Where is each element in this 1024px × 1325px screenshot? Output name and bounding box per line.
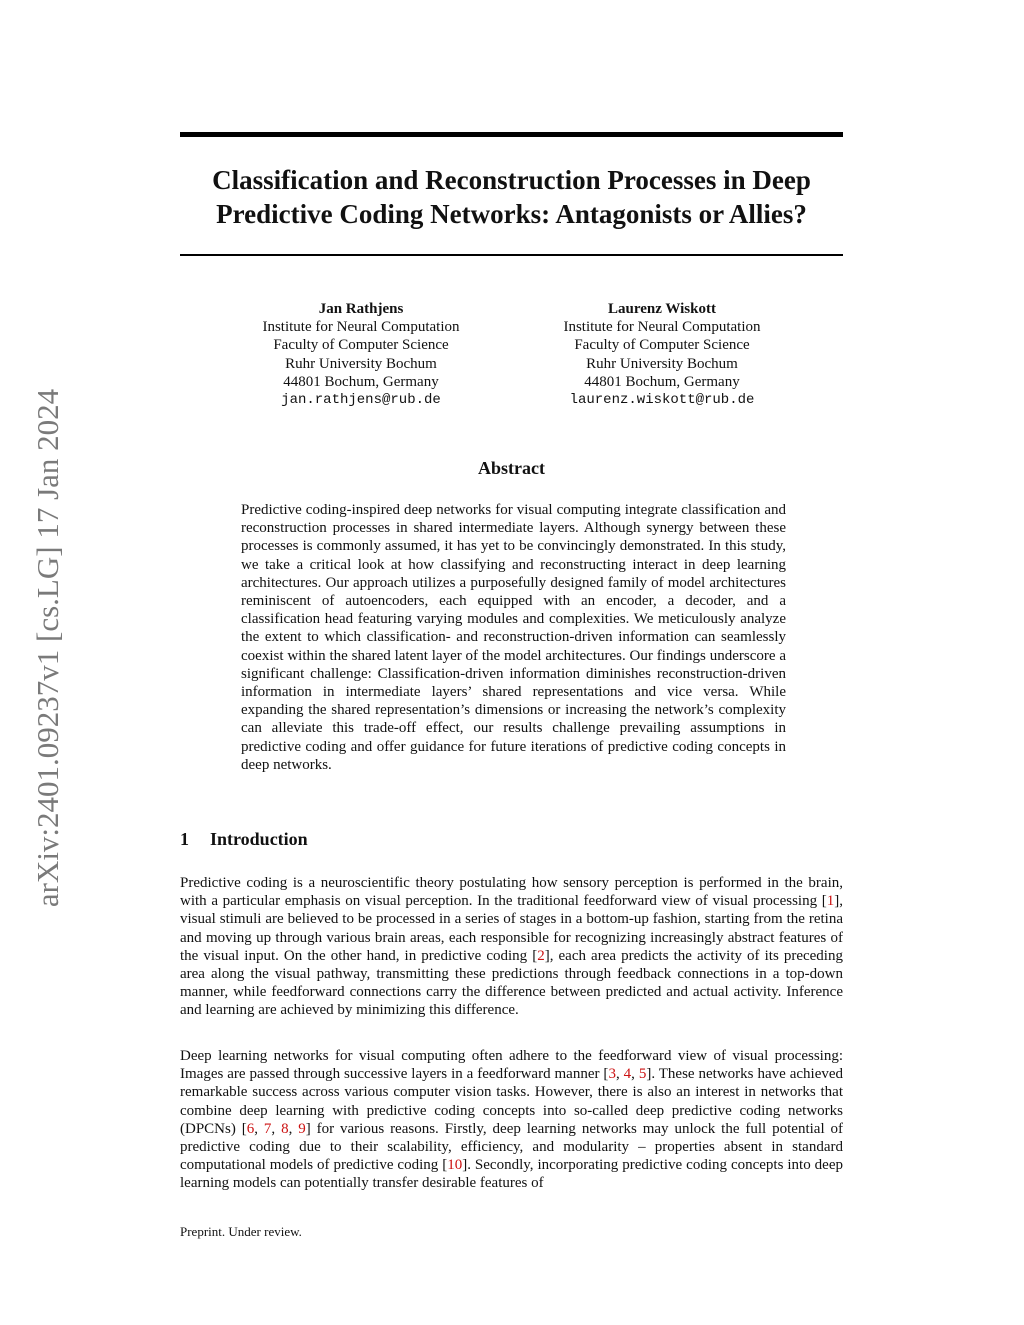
author-block-2 xyxy=(512,300,812,409)
abstract-text: Predictive coding-inspired deep networks for visual computing integrate classification and reconstruction processes in shared intermediate layers. Although synergy between these processes is commonly assumed, it has yet to be convincingly demonstrated. In this study, we take a critical look at how classifying and reconstructing interact in deep learning architectures. Our approach utilizes a purposefully designed family of model architectures reminiscent of autoencoders, each equipped with an encoder, a decoder, and a classification head featuring varying modules and complexities. We meticulously analyze the extent to which classification- and reconstruction-driven information can seamlessly coexist within the shared latent layer of the model architectures. Our findings underscore a significant challenge: Classification-driven information diminishes reconstruction-driven information in intermediate layers’ shared representations and vice versa. While expanding the shared representation’s dimensions or increasing the network’s complexity can alleviate this trade-off effect, our results challenge prevailing assumptions in predictive coding and offer guidance for future iterations of predictive coding concepts in deep networks. xyxy=(241,502,786,773)
citation-link[interactable]: 4 xyxy=(623,1066,632,1083)
arxiv-identifier: arXiv:2401.09237v1 [cs.LG] 17 Jan 2024 xyxy=(30,388,65,908)
author-faculty: Faculty of Computer Science xyxy=(273,337,449,354)
paragraph-text: ], visual stimuli are believed to be processed in a series of stages in a bottom-up fashion, starting from the retina and moving up through various brain areas, each responsible for recognizing increasingly abstract features of the visual input. On the other hand, in predictive coding [ xyxy=(180,893,843,964)
citation-link[interactable]: 3 xyxy=(608,1066,616,1083)
author-name: Laurenz Wiskott xyxy=(608,301,716,317)
citation-link[interactable]: 1 xyxy=(826,893,835,910)
section-number: 1 xyxy=(180,829,189,849)
citation-separator: , xyxy=(271,1120,282,1137)
citation-link[interactable]: 10 xyxy=(447,1157,463,1174)
section-title: Introduction xyxy=(210,829,308,849)
citation-link[interactable]: 5 xyxy=(638,1066,647,1083)
paragraph-text: ]. Secondly, incorporating predictive coding concepts into deep learning models can potentially transfer desirable features of xyxy=(180,1157,843,1192)
citation-link[interactable]: 8 xyxy=(281,1120,289,1137)
citation-link[interactable]: 9 xyxy=(298,1120,306,1137)
paragraph-text: ] for various reasons. Firstly, deep learning networks may unlock the full potential of predictive coding due to their scalability, efficiency, and modularity – properties absent in standard computational models of predictive coding [ xyxy=(180,1120,844,1174)
author-institute: Institute for Neural Computation xyxy=(563,319,761,336)
citation-separator: , xyxy=(288,1120,299,1137)
author-email[interactable]: jan.rathjens@rub.de xyxy=(281,392,441,409)
author-address: 44801 Bochum, Germany xyxy=(283,373,439,390)
title-top-rule xyxy=(180,132,843,137)
author-university: Ruhr University Bochum xyxy=(285,355,437,372)
section-heading-introduction xyxy=(180,829,308,850)
title-bottom-rule xyxy=(180,254,843,256)
author-faculty: Faculty of Computer Science xyxy=(574,337,750,354)
footer-note: Preprint. Under review. xyxy=(180,1224,302,1239)
title-line-1: Classification and Reconstruction Processes in Deep xyxy=(212,165,811,195)
citation-separator: , xyxy=(254,1120,264,1137)
author-address: 44801 Bochum, Germany xyxy=(584,373,740,390)
intro-paragraph-1 xyxy=(180,874,843,1020)
paragraph-text: Deep learning networks for visual computing often adhere to the feedforward view of visual processing: Images are passed through successive layers in a feedforward manner [ xyxy=(180,1048,843,1083)
citation-link[interactable]: 2 xyxy=(537,947,545,964)
citation-link[interactable]: 7 xyxy=(263,1120,272,1137)
author-name: Jan Rathjens xyxy=(318,301,404,317)
author-email[interactable]: laurenz.wiskott@rub.de xyxy=(569,392,755,409)
title-line-2: Predictive Coding Networks: Antagonists or Allies? xyxy=(216,199,807,229)
citation-link[interactable]: 6 xyxy=(246,1120,255,1137)
paper-title xyxy=(180,163,843,231)
citation-separator: , xyxy=(615,1066,624,1083)
paragraph-text: Predictive coding is a neuroscientific theory postulating how sensory perception is performed in the brain, with a particular emphasis on visual perception. In the traditional feedforward view of visual processing [ xyxy=(180,875,843,910)
abstract-heading: Abstract xyxy=(478,458,545,478)
paragraph-text: ]. These networks have achieved remarkable success across various computer vision tasks. However, there is also an interest in networks that combine deep learning with predictive coding concepts into so-called deep predictive coding networks (DPCNs) [ xyxy=(180,1066,844,1137)
author-university: Ruhr University Bochum xyxy=(586,355,738,372)
citation-separator: , xyxy=(631,1066,639,1083)
intro-paragraph-2 xyxy=(180,1047,843,1193)
author-institute: Institute for Neural Computation xyxy=(262,319,460,336)
author-block-1 xyxy=(211,300,511,409)
paragraph-text: ], each area predicts the activity of its preceding area along the visual pathway, transmitting these predictions through feedback connections in a top-down manner, while feedforward connections carry the difference between predicted and actual activity. Inference and learning are achieved by minimizing this difference. xyxy=(180,947,843,1019)
